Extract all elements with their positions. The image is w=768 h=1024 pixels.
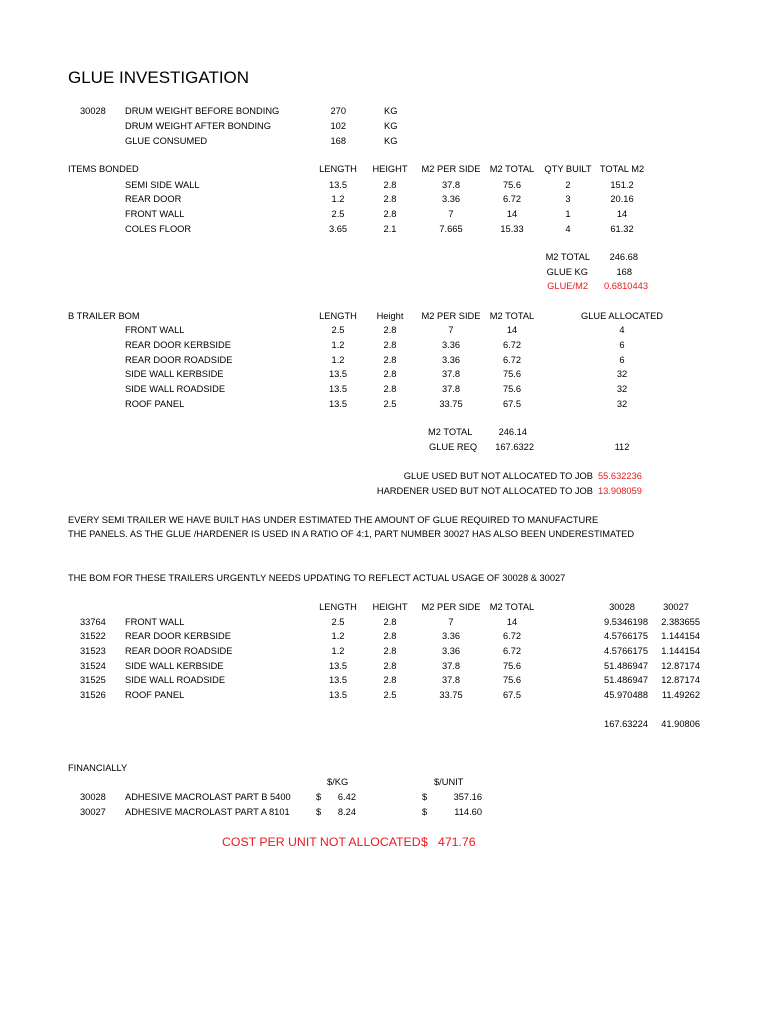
item-name: REAR DOOR xyxy=(125,194,182,204)
not-allocated-value: 13.908059 xyxy=(598,486,642,496)
cell: 4.5766175 xyxy=(604,631,648,641)
paragraph-line: EVERY SEMI TRAILER WE HAVE BUILT HAS UNDER ESTIMATED THE AMOUNT OF GLUE REQUIRED TO MANUFACTURE xyxy=(68,515,599,525)
cell: 3.36 xyxy=(441,631,461,641)
cell: 2.5 xyxy=(331,617,345,627)
cell: 6 xyxy=(619,340,625,350)
part-code: 31522 xyxy=(80,631,106,641)
cell: 13.5 xyxy=(328,180,348,190)
column-header: Height xyxy=(376,311,404,321)
column-header: GLUE ALLOCATED xyxy=(581,311,663,321)
cell: 37.8 xyxy=(441,661,461,671)
cell: 2.5 xyxy=(331,325,345,335)
cost-value: 471.76 xyxy=(438,835,476,849)
m2-total-label: M2 TOTAL xyxy=(428,427,473,437)
item-desc: ADHESIVE MACROLAST PART B 5400 xyxy=(125,792,291,802)
column-header: M2 PER SIDE xyxy=(421,311,481,321)
item-name: SIDE WALL ROADSIDE xyxy=(125,675,226,685)
cell: 2.8 xyxy=(383,646,397,656)
column-header: LENGTH xyxy=(319,311,357,321)
cell: 6.72 xyxy=(502,631,522,641)
cell: 2.8 xyxy=(383,209,397,219)
financially-label: FINANCIALLY xyxy=(68,763,128,773)
column-header: 30028 xyxy=(609,602,635,612)
drum-row-label: DRUM WEIGHT AFTER BONDING xyxy=(125,121,271,131)
cell: 61.32 xyxy=(610,224,634,234)
column-header: TOTAL M2 xyxy=(599,164,645,174)
cell: 15.33 xyxy=(500,224,524,234)
cell: 14 xyxy=(616,209,628,219)
summary-value: 246.68 xyxy=(609,252,638,262)
column-header: HEIGHT xyxy=(372,602,408,612)
cell: 1.2 xyxy=(331,340,345,350)
cell: 14 xyxy=(506,325,518,335)
cell: 37.8 xyxy=(441,384,461,394)
not-allocated-value: 55.632236 xyxy=(598,471,642,481)
part-code: 31526 xyxy=(80,690,106,700)
m2-total-value: 246.14 xyxy=(498,427,527,437)
cell: 3.65 xyxy=(328,224,348,234)
cell: 2.1 xyxy=(383,224,397,234)
cell: 2.5 xyxy=(331,209,345,219)
cell: 2.8 xyxy=(383,384,397,394)
column-header: M2 TOTAL xyxy=(489,602,535,612)
page-title: GLUE INVESTIGATION xyxy=(68,68,250,87)
cell: 2.8 xyxy=(383,617,397,627)
cell: 2.8 xyxy=(383,661,397,671)
drum-row-label: DRUM WEIGHT BEFORE BONDING xyxy=(125,106,280,116)
cell: 2.8 xyxy=(383,355,397,365)
column-header: B TRAILER BOM xyxy=(68,311,140,321)
cell: 13.5 xyxy=(328,369,348,379)
part-code: 31523 xyxy=(80,646,106,656)
column-header: LENGTH xyxy=(319,602,357,612)
item-name: ROOF PANEL xyxy=(125,690,185,700)
currency-symbol: $ xyxy=(316,792,322,802)
price-unit: 357.16 xyxy=(453,792,482,802)
cell: 151.2 xyxy=(610,180,634,190)
column-header: HEIGHT xyxy=(372,164,408,174)
item-name: FRONT WALL xyxy=(125,325,185,335)
cell: 1.144154 xyxy=(661,646,700,656)
total-30028: 167.63224 xyxy=(604,719,648,729)
cell: 12.87174 xyxy=(661,661,700,671)
cell: 32 xyxy=(616,369,628,379)
cell: 37.8 xyxy=(441,369,461,379)
cell: 7.665 xyxy=(439,224,463,234)
cell: 13.5 xyxy=(328,399,348,409)
cell: 37.8 xyxy=(441,180,461,190)
cell: 14 xyxy=(506,209,518,219)
price-unit: 114.60 xyxy=(454,807,482,817)
cell: 1.2 xyxy=(331,355,345,365)
drum-row-label: GLUE CONSUMED xyxy=(125,136,208,146)
drum-row-value: 102 xyxy=(330,121,346,131)
cell: 2.8 xyxy=(383,194,397,204)
drum-part-code: 30028 xyxy=(80,106,106,116)
cell: 32 xyxy=(616,399,628,409)
cell: 51.486947 xyxy=(604,675,648,685)
cell: 7 xyxy=(448,325,454,335)
cell: 6.72 xyxy=(502,646,522,656)
summary-value: 0.6810443 xyxy=(604,281,648,291)
cell: 45.970488 xyxy=(604,690,648,700)
cell: 3.36 xyxy=(441,355,461,365)
cell: 2.5 xyxy=(383,399,397,409)
item-name: FRONT WALL xyxy=(125,617,185,627)
drum-row-unit: KG xyxy=(384,121,398,131)
cell: 4 xyxy=(565,224,571,234)
cost-label: COST PER UNIT NOT ALLOCATED xyxy=(222,835,421,849)
item-name: REAR DOOR KERBSIDE xyxy=(125,340,231,350)
cell: 75.6 xyxy=(502,180,522,190)
column-header: QTY BUILT xyxy=(544,164,592,174)
cell: 3 xyxy=(565,194,571,204)
price-kg: 6.42 xyxy=(337,792,356,802)
currency-symbol: $ xyxy=(422,792,428,802)
drum-row-unit: KG xyxy=(384,106,398,116)
cell: 13.5 xyxy=(328,661,348,671)
cell: 75.6 xyxy=(502,661,522,671)
cell: 3.36 xyxy=(441,646,461,656)
cell: 4 xyxy=(619,325,625,335)
cell: 7 xyxy=(448,209,454,219)
cell: 6.72 xyxy=(502,340,522,350)
cell: 51.486947 xyxy=(604,661,648,671)
item-name: ROOF PANEL xyxy=(125,399,185,409)
cell: 6.72 xyxy=(502,194,522,204)
bom-note: THE BOM FOR THESE TRAILERS URGENTLY NEEDS UPDATING TO REFLECT ACTUAL USAGE OF 30028 & 30027 xyxy=(68,573,566,583)
summary-label: GLUE KG xyxy=(546,267,588,277)
column-header: M2 TOTAL xyxy=(489,164,535,174)
cell: 67.5 xyxy=(502,399,522,409)
drum-row-unit: KG xyxy=(384,136,398,146)
cell: 2.8 xyxy=(383,180,397,190)
cell: 2.5 xyxy=(383,690,397,700)
part-code: 31525 xyxy=(80,675,106,685)
item-name: SIDE WALL ROADSIDE xyxy=(125,384,226,394)
column-header: ITEMS BONDED xyxy=(68,164,139,174)
glue-req-label: GLUE REQ xyxy=(429,442,478,452)
cell: 33.75 xyxy=(439,399,463,409)
not-allocated-label: HARDENER USED BUT NOT ALLOCATED TO JOB xyxy=(376,486,593,496)
cell: 14 xyxy=(506,617,518,627)
not-allocated-label: GLUE USED BUT NOT ALLOCATED TO JOB xyxy=(403,471,593,481)
part-code: 33764 xyxy=(80,617,106,627)
cell: 2 xyxy=(565,180,571,190)
cell: 1.2 xyxy=(331,194,345,204)
column-header: 30027 xyxy=(663,602,689,612)
cell: 3.36 xyxy=(441,340,461,350)
cost-currency: $ xyxy=(421,835,428,849)
item-name: REAR DOOR ROADSIDE xyxy=(125,355,233,365)
summary-label: GLUE/M2 xyxy=(547,281,588,291)
total-30027: 41.90806 xyxy=(661,719,700,729)
item-name: SIDE WALL KERBSIDE xyxy=(125,369,224,379)
glue-allocated-total: 112 xyxy=(614,442,630,452)
cell: 32 xyxy=(616,384,628,394)
currency-symbol: $ xyxy=(316,807,322,817)
cell: 3.36 xyxy=(441,194,461,204)
cell: 75.6 xyxy=(502,675,522,685)
column-header: M2 TOTAL xyxy=(489,311,535,321)
item-name: SIDE WALL KERBSIDE xyxy=(125,661,224,671)
summary-value: 168 xyxy=(616,267,632,277)
cell: 9.5346198 xyxy=(604,617,648,627)
column-header: M2 PER SIDE xyxy=(421,164,481,174)
column-header: $/UNIT xyxy=(434,777,464,787)
column-header: M2 PER SIDE xyxy=(421,602,481,612)
part-code: 30027 xyxy=(80,807,106,817)
cell: 1.2 xyxy=(331,631,345,641)
currency-symbol: $ xyxy=(422,807,428,817)
cell: 1.144154 xyxy=(661,631,700,641)
glue-req-value: 167.6322 xyxy=(495,442,534,452)
drum-row-value: 270 xyxy=(330,106,346,116)
cell: 13.5 xyxy=(328,690,348,700)
cell: 1.2 xyxy=(331,646,345,656)
cell: 75.6 xyxy=(502,384,522,394)
cell: 2.8 xyxy=(383,340,397,350)
cell: 13.5 xyxy=(328,675,348,685)
cell: 2.8 xyxy=(383,675,397,685)
part-code: 30028 xyxy=(80,792,106,802)
cell: 20.16 xyxy=(610,194,634,204)
cell: 4.5766175 xyxy=(604,646,648,656)
item-name: COLES FLOOR xyxy=(125,224,192,234)
cell: 75.6 xyxy=(502,369,522,379)
cell: 7 xyxy=(448,617,454,627)
price-kg: 8.24 xyxy=(337,807,356,817)
cell: 6 xyxy=(619,355,625,365)
cell: 67.5 xyxy=(502,690,522,700)
item-name: FRONT WALL xyxy=(125,209,185,219)
item-desc: ADHESIVE MACROLAST PART A 8101 xyxy=(125,807,290,817)
cell: 13.5 xyxy=(328,384,348,394)
cell: 2.8 xyxy=(383,631,397,641)
column-header: LENGTH xyxy=(319,164,357,174)
summary-label: M2 TOTAL xyxy=(545,252,590,262)
cell: 2.8 xyxy=(383,369,397,379)
cell: 33.75 xyxy=(439,690,463,700)
item-name: REAR DOOR ROADSIDE xyxy=(125,646,233,656)
paragraph-line: THE PANELS. AS THE GLUE /HARDENER IS USED IN A RATIO OF 4:1, PART NUMBER 30027 HAS ALSO BEEN UNDERESTIMATED xyxy=(68,529,635,539)
cell: 37.8 xyxy=(441,675,461,685)
cell: 12.87174 xyxy=(661,675,700,685)
cell: 11.49262 xyxy=(661,690,700,700)
item-name: SEMI SIDE WALL xyxy=(125,180,200,190)
part-code: 31524 xyxy=(80,661,106,671)
column-header: $/KG xyxy=(327,777,349,787)
item-name: REAR DOOR KERBSIDE xyxy=(125,631,231,641)
cell: 2.383655 xyxy=(661,617,700,627)
cell: 6.72 xyxy=(502,355,522,365)
drum-row-value: 168 xyxy=(330,136,346,146)
cell: 1 xyxy=(565,209,571,219)
cell: 2.8 xyxy=(383,325,397,335)
